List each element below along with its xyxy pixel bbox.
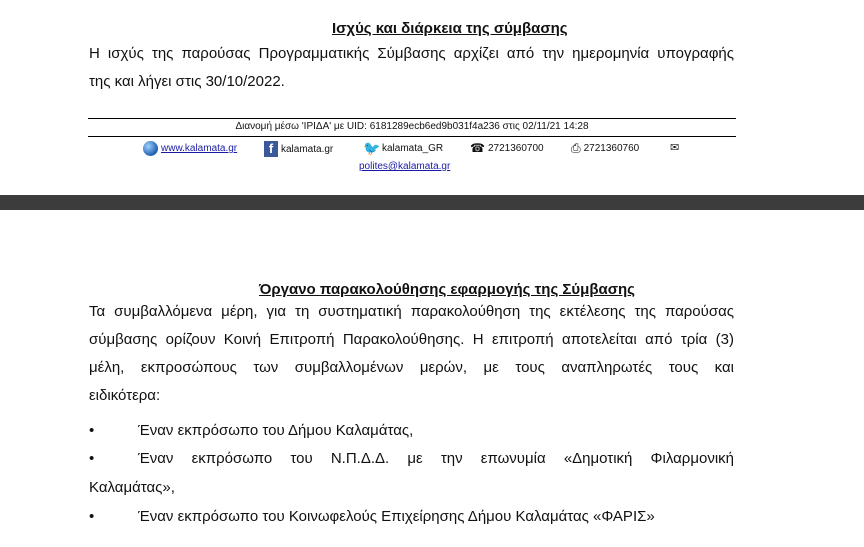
- website-contact[interactable]: [143, 141, 237, 156]
- paragraph-line: της και λήγει στις 30/10/2022.: [89, 73, 285, 90]
- monitoring-paragraph: [89, 298, 734, 410]
- paragraph-line: Τα συμβαλλόμενα μέρη, για τη συστηματική παρακολούθηση της εκτέλεσης της παρούσας: [89, 303, 734, 320]
- distribution-uid: Διανομή μέσω 'ΙΡΙΔΑ' με UID: 6181289ecb6ed9b031f4a236 στις 02/11/21 14:28: [235, 121, 589, 132]
- paragraph-line: ειδικότερα:: [89, 387, 161, 404]
- validity-paragraph: [89, 40, 734, 96]
- facebook-icon: f: [264, 141, 278, 157]
- bullet-marker: •: [89, 422, 95, 439]
- list-item: Έναν εκπρόσωπο του Κοινωφελούς Επιχείρησης Δήμου Καλαμάτας «ΦΑΡΙΣ»: [138, 508, 655, 525]
- page-bottom: [0, 210, 864, 547]
- email-link[interactable]: polites@kalamata.gr: [359, 161, 451, 172]
- facebook-contact[interactable]: [264, 141, 333, 157]
- list-item: [89, 444, 734, 502]
- footer-bottom-rule: [88, 136, 736, 137]
- globe-icon: [143, 141, 158, 156]
- section-title-monitoring: Όργανο παρακολούθησης εφαρμογής της Σύμβασης: [259, 281, 635, 298]
- contact-bar: [0, 141, 864, 177]
- phone-contact: [470, 141, 544, 155]
- mail-icon: ✉: [670, 142, 680, 154]
- page-top: [0, 0, 864, 195]
- list-item-line: Έναν εκπρόσωπο του Ν.Π.Δ.Δ. με την επωνυμία «Δημοτική Φιλαρμονική: [138, 450, 734, 467]
- mail-contact: [670, 141, 682, 154]
- bullet-marker: •: [89, 508, 95, 525]
- list-item-line: Καλαμάτας»,: [89, 479, 175, 496]
- website-link[interactable]: www.kalamata.gr: [161, 143, 238, 154]
- twitter-handle: kalamata_GR: [382, 142, 444, 154]
- paragraph-line: σύμβασης ορίζουν Κοινή Επιτροπή Παρακολούθησης. Η επιτροπή αποτελείται από τρία (3): [89, 331, 734, 348]
- twitter-contact[interactable]: [363, 141, 443, 155]
- paragraph-line: Η ισχύς της παρούσας Προγραμματικής Σύμβασης αρχίζει από την ημερομηνία υπογραφής: [89, 45, 734, 62]
- phone-number: 2721360700: [487, 142, 544, 154]
- fax-contact: [571, 141, 639, 156]
- bullet-marker: •: [89, 450, 95, 467]
- fax-icon: ⎙: [571, 141, 581, 155]
- list-item: Έναν εκπρόσωπο του Δήμου Καλαμάτας,: [138, 422, 414, 439]
- page-separator: [0, 195, 864, 210]
- phone-icon: ☎: [470, 141, 485, 155]
- facebook-handle: kalamata.gr: [281, 143, 334, 155]
- paragraph-line: μέλη, εκπροσώπους των συμβαλλομένων μερών, με τους αναπληρωτές τους και: [89, 359, 734, 376]
- twitter-icon: 🐦: [363, 140, 381, 156]
- fax-number: 2721360760: [583, 143, 640, 154]
- footer-top-rule: [88, 118, 736, 119]
- section-title-validity: Ισχύς και διάρκεια της σύμβασης: [332, 20, 568, 37]
